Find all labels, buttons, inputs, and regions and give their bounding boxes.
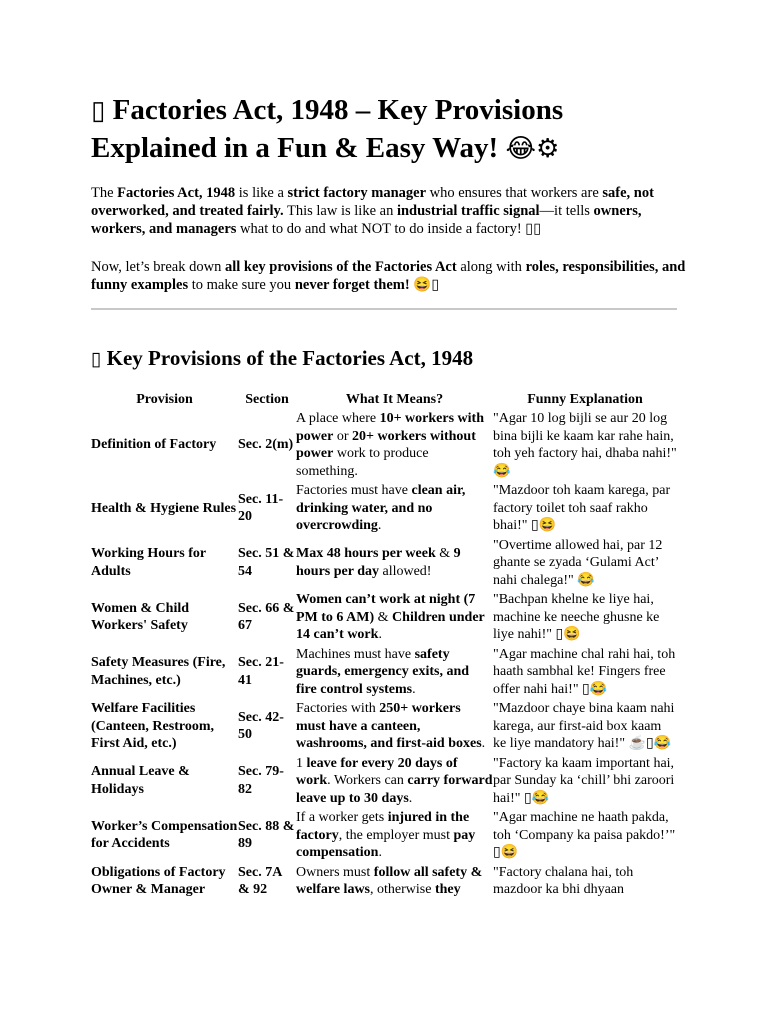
section-cell: Sec. 7A & 92: [238, 864, 282, 897]
meaning-cell: [296, 864, 493, 901]
provision-cell: Health & Hygiene Rules: [91, 500, 237, 516]
text-run: Machines must have: [296, 646, 415, 662]
text-run: allowed!: [378, 563, 432, 579]
column-header-section: Section: [245, 392, 289, 408]
provisions-table: [91, 391, 677, 901]
bold-text: 250+ workers must have a canteen, washrooms, and first-aid boxes: [296, 701, 482, 751]
text-run: .: [377, 518, 382, 533]
bold-text: 9 hours per day: [296, 546, 461, 579]
column-header-meaning: What It Means?: [345, 392, 444, 408]
bold-text: owners, workers, and managers: [91, 203, 642, 237]
section-cell: Sec. 11-20: [238, 491, 284, 525]
text-run: .: [481, 736, 486, 751]
section-cell: Sec. 21-41: [238, 655, 284, 688]
section-divider: [91, 308, 677, 310]
provision-cell: Annual Leave & Holidays: [91, 764, 190, 797]
missing-glyph-icon: ▯: [91, 96, 106, 126]
funny-explanation-cell: "Agar machine chal rahi hai, toh haath sambhal ke! Fingers free offer nahi hai!" ▯😂: [493, 646, 676, 697]
text-run: &: [374, 609, 393, 625]
bold-text: safety guards, emergency exits, and fire control systems: [296, 646, 470, 697]
bold-text: follow all safety & welfare laws: [296, 864, 483, 897]
table-row: [91, 755, 677, 810]
bold-text: Women can’t work at night (7 PM to 6 AM): [296, 592, 476, 625]
provision-cell: Welfare Facilities (Canteen, Restroom, First Aid, etc.): [91, 701, 214, 751]
text-run: what to do and what NOT to do inside a factory! ▯▯: [236, 221, 542, 237]
text-run: is like a: [235, 185, 288, 201]
table-row: [91, 809, 677, 864]
column-header-provision: Provision: [136, 392, 193, 408]
provision-cell: Working Hours for Adults: [91, 546, 206, 579]
text-run: Factories with: [296, 701, 380, 716]
provision-cell: Obligations of Factory Owner & Manager: [91, 864, 226, 897]
overview-paragraph: [91, 258, 691, 294]
text-run: or: [333, 428, 352, 444]
column-header-funny: Funny Explanation: [527, 392, 643, 408]
section-cell: Sec. 42-50: [238, 709, 284, 743]
text-run: work to produce something.: [296, 446, 429, 479]
bold-text: strict factory manager: [287, 185, 427, 201]
bold-text: 10+ workers with power: [296, 411, 484, 444]
text-run: .: [412, 681, 416, 697]
text-run: along with: [456, 259, 526, 275]
text-run: Owners must: [296, 864, 374, 880]
text-run: who ensures that workers are: [426, 185, 603, 201]
funny-explanation-cell: "Agar machine ne haath pakda, toh ‘Company ka paisa pakdo!’" ▯😆: [493, 810, 676, 860]
bold-text: never forget them!: [294, 277, 410, 293]
text-run: 1: [296, 755, 307, 771]
table-row: [91, 410, 677, 482]
bold-text: Factories Act, 1948: [117, 185, 236, 201]
funny-explanation-cell: "Factory chalana hai, toh mazdoor ka bhi dhyaan: [493, 864, 634, 897]
page-title: [91, 92, 691, 168]
text-run: , the employer must: [338, 827, 454, 843]
meaning-cell: [296, 482, 493, 537]
bold-text: Children under 14 can’t work: [296, 609, 485, 642]
table-header-row: [91, 391, 677, 410]
section-cell: Sec. 88 & 89: [238, 818, 295, 852]
table-row: [91, 591, 677, 646]
text-run: If a worker gets: [296, 810, 388, 825]
bold-text: Max 48 hours per week: [296, 546, 436, 562]
funny-explanation-cell: "Mazdoor toh kaam karega, par factory toilet toh saaf rakho bhai!" ▯😆: [493, 483, 671, 533]
bold-text: safe, not overworked, and treated fairly.: [91, 185, 654, 219]
bold-text: industrial traffic signal: [396, 203, 540, 219]
text-run: &: [435, 546, 454, 562]
funny-explanation-cell: "Mazdoor chaye bina kaam nahi karega, aur first-aid box kaam ke liye mandatory hai!" ☕▯😂: [493, 701, 675, 751]
meaning-cell: [296, 410, 493, 482]
text-run: This law is like an: [283, 203, 397, 219]
page-title-text: Factories Act, 1948 – Key Provisions Explained in a Fun & Easy Way!: [91, 94, 564, 164]
text-run: The: [91, 185, 118, 201]
meaning-cell: [296, 755, 493, 810]
bold-text: 20+ workers without power: [296, 428, 476, 461]
laugh-gear-emoji-icon: 😂⚙: [505, 134, 560, 164]
text-run: , otherwise: [370, 882, 435, 897]
funny-explanation-cell: "Agar 10 log bijli se aur 20 log bina bijli ke kaam kar rahe hain, toh yeh factory hai, dhaba nahi!" 😂: [493, 411, 677, 479]
intro-paragraph: [91, 184, 691, 238]
provision-cell: Worker’s Compensation for Accidents: [91, 818, 238, 852]
meaning-cell: [296, 537, 493, 592]
text-run: —it tells: [539, 203, 594, 219]
table-row: [91, 700, 677, 755]
bold-text: leave for every 20 days of work: [296, 755, 458, 788]
provision-cell: Definition of Factory: [91, 437, 217, 453]
missing-glyph-icon: ▯: [91, 348, 102, 370]
funny-explanation-cell: "Overtime allowed hai, par 12 ghante se zyada ‘Gulami Act’ nahi chalega!" 😂: [493, 537, 663, 588]
section-cell: Sec. 66 & 67: [238, 600, 295, 634]
table-row: [91, 646, 677, 701]
bold-text: all key provisions of the Factories Act: [224, 259, 457, 275]
bold-text: pay compensation: [296, 827, 476, 860]
section-cell: Sec. 51 & 54: [238, 546, 295, 579]
meaning-cell: [296, 809, 493, 864]
bold-text: injured in the factory: [296, 810, 470, 843]
bold-text: they: [434, 882, 461, 897]
funny-explanation-cell: "Factory ka kaam important hai, par Sunday ka ‘chill’ bhi zaroori hai!" ▯😂: [493, 755, 675, 806]
text-run: .: [378, 627, 382, 642]
provision-cell: Safety Measures (Fire, Machines, etc.): [91, 655, 226, 688]
table-row: [91, 537, 677, 592]
text-run: . Workers can: [327, 773, 408, 788]
text-run: Factories must have: [296, 483, 412, 498]
section-cell: Sec. 2(m): [238, 437, 294, 453]
meaning-cell: [296, 700, 493, 755]
table-body: [91, 410, 677, 901]
text-run: A place where: [296, 411, 380, 426]
section-heading: [91, 344, 691, 373]
text-run: .: [408, 790, 413, 806]
provision-cell: Women & Child Workers' Safety: [91, 600, 190, 634]
text-run: to make sure you: [188, 277, 295, 293]
bold-text: carry forward leave up to 30 days: [296, 773, 493, 806]
section-cell: Sec. 79-82: [238, 764, 284, 797]
table-row: [91, 482, 677, 537]
text-run: 😆▯: [409, 277, 440, 293]
bold-text: roles, responsibilities, and funny examples: [91, 259, 686, 293]
meaning-cell: [296, 646, 493, 701]
meaning-cell: [296, 591, 493, 646]
table-row: [91, 864, 677, 901]
text-run: Now, let’s break down: [91, 259, 225, 275]
funny-explanation-cell: "Bachpan khelne ke liye hai, machine ke neeche ghusne ke liye nahi!" ▯😆: [493, 592, 660, 642]
text-run: .: [378, 845, 382, 860]
bold-text: clean air, drinking water, and no overcrowding: [296, 483, 466, 533]
section-heading-text: Key Provisions of the Factories Act, 1948: [106, 346, 474, 370]
